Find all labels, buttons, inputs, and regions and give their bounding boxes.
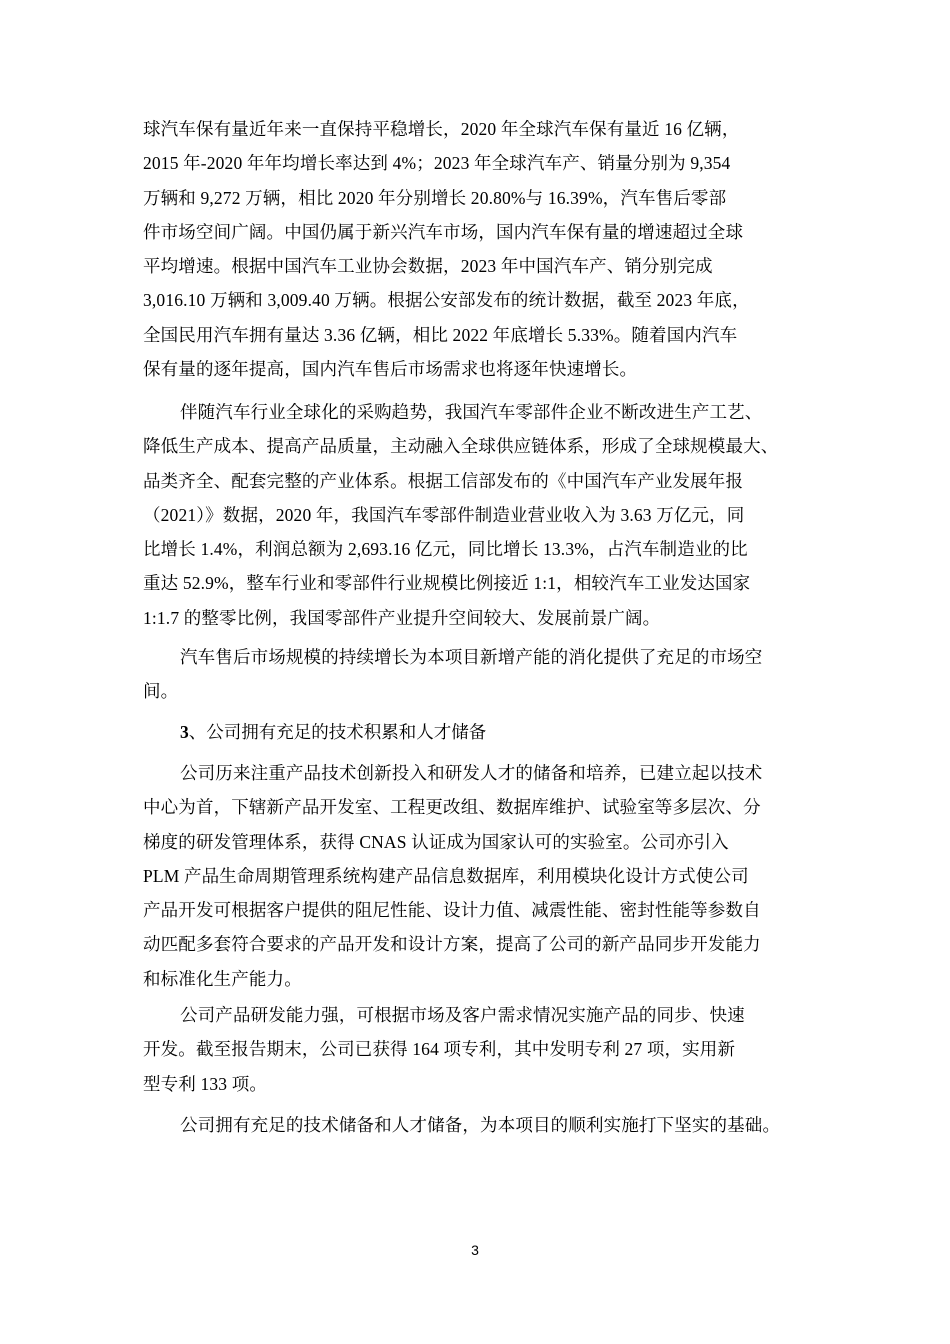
text-line: 公司历来注重产品技术创新投入和研发人才的储备和培养，已建立起以技术 <box>180 763 763 783</box>
text-line: 和标准化生产能力。 <box>143 968 302 989</box>
text-line: 汽车售后市场规模的持续增长为本项目新增产能的消化提供了充足的市场空 <box>180 647 763 667</box>
text-line: 型专利 133 项。 <box>143 1073 267 1094</box>
page-number: 3 <box>471 1242 479 1258</box>
section-heading-text: 、公司拥有充足的技术积累和人才储备 <box>188 722 487 742</box>
text-line: （2021）》数据，2020 年，我国汽车零部件制造业营业收入为 3.63 万亿元，同 <box>143 504 745 525</box>
text-line: 伴随汽车行业全球化的采购趋势，我国汽车零部件企业不断改进生产工艺、 <box>180 402 763 422</box>
text-line: 球汽车保有量近年来一直保持平稳增长，2020 年全球汽车保有量近 16 亿辆， <box>143 119 740 139</box>
text-line: 平均增速。根据中国汽车工业协会数据，2023 年中国汽车产、销分别完成 <box>143 256 713 277</box>
section-heading-number: 3 <box>180 722 189 742</box>
paragraph-market-growth <box>143 112 833 386</box>
text-line: 中心为首，下辖新产品开发室、工程更改组、数据库维护、试验室等多层次、分 <box>143 797 761 818</box>
paragraph-market-space <box>143 640 833 709</box>
text-line: 降低生产成本、提高产品质量，主动融入全球供应链体系，形成了全球规模最大、 <box>143 436 779 457</box>
text-line: 重达 52.9%，整车行业和零部件行业规模比例接近 1:1，相较汽车工业发达国家 <box>143 573 751 594</box>
text-line: 全国民用汽车拥有量达 3.36 亿辆，相比 2022 年底增长 5.33%。随着国内汽车 <box>143 324 738 345</box>
text-line: 品类齐全、配套完整的产业体系。根据工信部发布的《中国汽车产业发展年报 <box>143 470 744 491</box>
paragraph-conclusion <box>143 1108 833 1142</box>
text-line: 万辆和 9,272 万辆，相比 2020 年分别增长 20.80%与 16.39%，汽车售后零部 <box>143 187 727 208</box>
text-line: 1:1.7 的整零比例，我国零部件产业提升空间较大、发展前景广阔。 <box>143 607 661 628</box>
text-line: 开发。截至报告期末，公司已获得 164 项专利，其中发明专利 27 项，实用新 <box>143 1039 736 1060</box>
text-line: 梯度的研发管理体系，获得 CNAS 认证成为国家认可的实验室。公司亦引入 <box>143 831 729 852</box>
text-line: 保有量的逐年提高，国内汽车售后市场需求也将逐年快速增长。 <box>143 359 638 380</box>
text-line: 公司产品研发能力强，可根据市场及客户需求情况实施产品的同步、快速 <box>180 1005 745 1025</box>
text-line: 产品开发可根据客户提供的阻尼性能、设计力值、减震性能、密封性能等参数自 <box>143 900 761 921</box>
text-line: 动匹配多套符合要求的产品开发和设计方案，提高了公司的新产品同步开发能力 <box>143 934 761 955</box>
text-line: 3,016.10 万辆和 3,009.40 万辆。根据公安部发布的统计数据，截至 2023 年底， <box>143 290 750 311</box>
paragraph-rd-system <box>143 756 833 996</box>
text-line: 2015 年-2020 年年均增长率达到 4%；2023 年全球汽车产、销量分别为 9,354 <box>143 153 731 174</box>
text-line: 间。 <box>143 681 179 702</box>
section-heading <box>180 715 486 749</box>
text-line: 公司拥有充足的技术储备和人才储备，为本项目的顺利实施打下坚实的基础。 <box>180 1115 781 1135</box>
text-line: PLM 产品生命周期管理系统构建产品信息数据库，利用模块化设计方式使公司 <box>143 865 749 886</box>
paragraph-industry-globalization <box>143 395 833 635</box>
paragraph-patents <box>143 998 833 1101</box>
text-line: 比增长 1.4%，利润总额为 2,693.16 亿元，同比增长 13.3%，占汽车制造业的比 <box>143 539 748 560</box>
text-line: 件市场空间广阔。中国仍属于新兴汽车市场，国内汽车保有量的增速超过全球 <box>143 221 744 242</box>
